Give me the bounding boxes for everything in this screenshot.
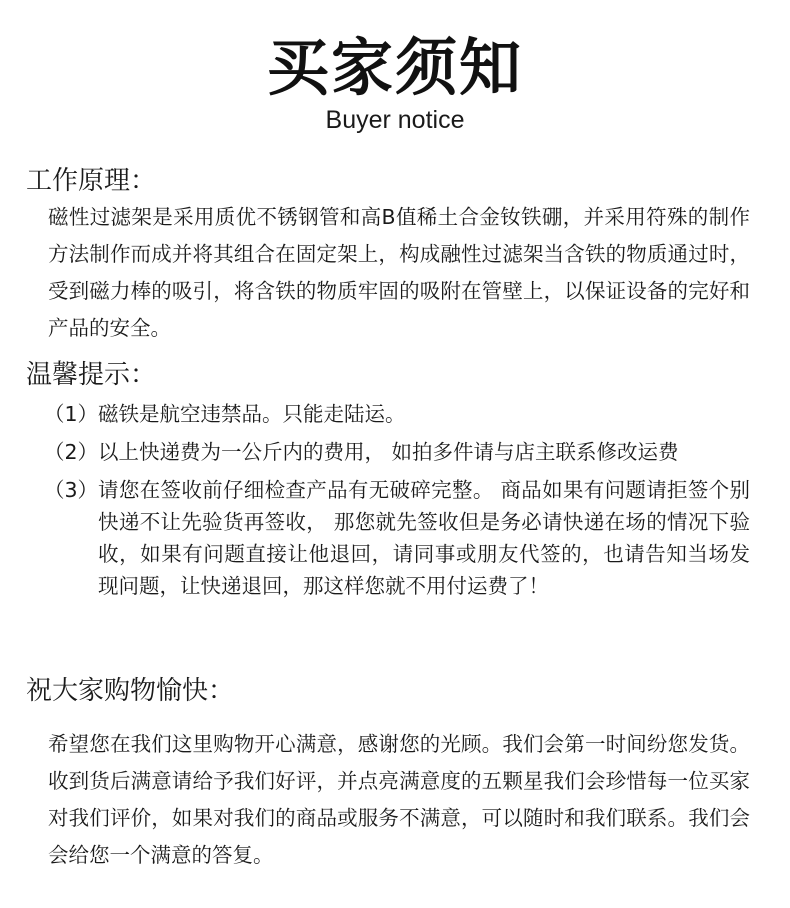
principle-heading: 工作原理： [26, 166, 157, 196]
tips-list [44, 398, 750, 608]
tip-number: （1） [44, 402, 99, 426]
tips-heading: 温馨提示： [26, 360, 157, 390]
tip-text: 磁铁是航空违禁品。只能走陆运。 [98, 402, 406, 426]
tip-number: （3） [44, 478, 99, 502]
wishes-heading: 祝大家购物愉快： [26, 676, 235, 706]
tip-number: （2） [44, 440, 99, 464]
wishes-paragraph: 希望您在我们这里购物开心满意，感谢您的光顾。我们会第一时间纷您发货。收到货后满意请给予我们好评，并点亮满意度的五颗星我们会珍惜每一位买家对我们评价，如果对我们的商品或服务不满意，可以随时和我们联系。我们会会给您一个满意的答复。 [48, 732, 750, 867]
tip-text: 请您在签收前仔细检查产品有无破碎完整。 商品如果有问题请拒签个别快递不让先验货再签收， 那您就先签收但是务必请快递在场的情况下验收，如果有问题直接让他退回，请同事或朋友代签的，也请告知当场发现问题，让快递退回，那这样您就不用付运费了！ [98, 478, 750, 598]
tip-item [44, 474, 750, 602]
tip-item [44, 436, 750, 468]
page-title: 买家须知 [266, 31, 523, 104]
tip-text: 以上快递费为一公斤内的费用， 如拍多件请与店主联系修改运费 [98, 440, 679, 464]
principle-paragraph: 磁性过滤架是采用质优不锈钢管和高B值稀土合金钕铁硼，并采用符殊的制作方法制作而成并将其组合在固定架上，构成融性过滤架当含铁的物质通过时，受到磁力棒的吸引，将含铁的物质牢固的吸附在管壁上，以保证设备的完好和产品的安全。 [48, 205, 750, 340]
tip-item [44, 398, 750, 430]
page-subtitle: Buyer notice [325, 106, 465, 134]
